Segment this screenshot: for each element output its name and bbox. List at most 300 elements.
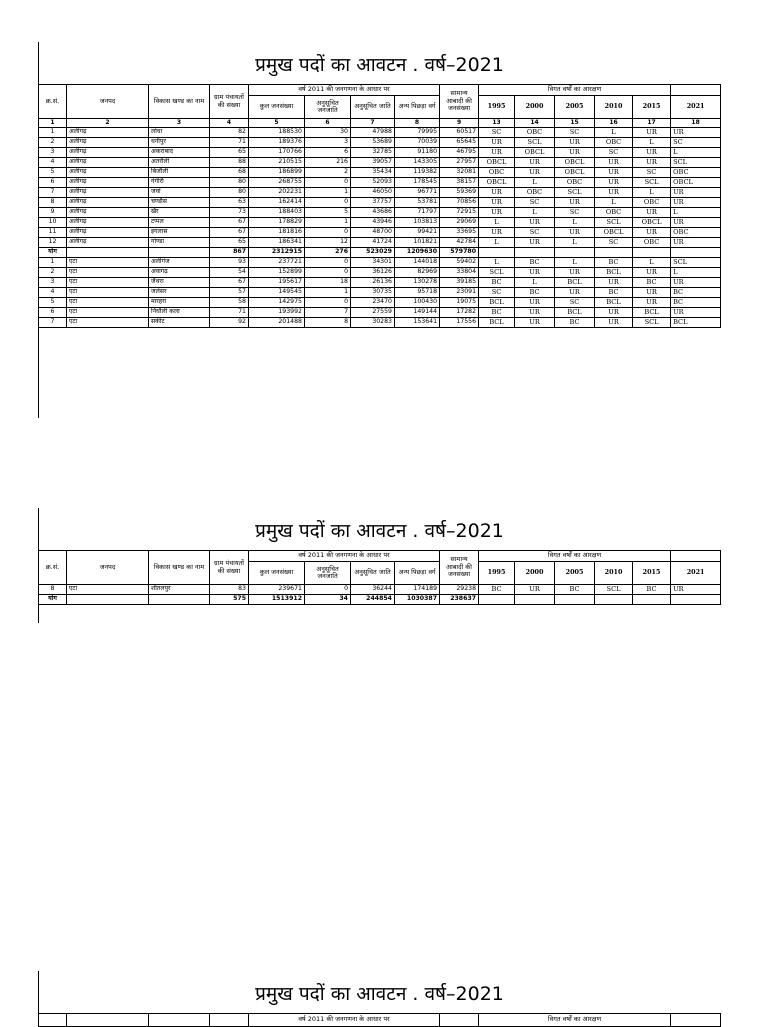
table-cell: UR bbox=[633, 288, 671, 298]
table-cell: OBC bbox=[633, 198, 671, 208]
table-cell: BCL bbox=[633, 308, 671, 318]
table-cell: 239671 bbox=[249, 585, 305, 595]
table-cell: अलीगढ़ bbox=[67, 148, 149, 158]
table-cell bbox=[479, 248, 515, 258]
table-cell: 144018 bbox=[395, 258, 440, 268]
header-block: विकास खण्ड का नाम bbox=[149, 551, 210, 585]
table-cell: 0 bbox=[305, 268, 351, 278]
table-row bbox=[39, 278, 721, 288]
table-cell bbox=[67, 248, 149, 258]
table-cell: 27559 bbox=[351, 308, 395, 318]
table-cell: 7 bbox=[39, 318, 67, 328]
table-cell: 59402 bbox=[440, 258, 479, 268]
table-cell: UR bbox=[671, 308, 721, 318]
table-cell: BC bbox=[595, 258, 633, 268]
table-cell: 82 bbox=[210, 128, 249, 138]
table-cell bbox=[671, 248, 721, 258]
table-cell: 1513912 bbox=[249, 595, 305, 605]
table-cell: BCL bbox=[595, 268, 633, 278]
column-number: 9 bbox=[440, 119, 479, 128]
table-cell: SCL bbox=[671, 158, 721, 168]
table-cell: UR bbox=[633, 228, 671, 238]
table-cell: 8 bbox=[39, 585, 67, 595]
table-cell: OBCL bbox=[633, 218, 671, 228]
table-cell: इगलास bbox=[149, 228, 210, 238]
table-cell: योग bbox=[39, 595, 67, 605]
table-cell: 579780 bbox=[440, 248, 479, 258]
table-cell: L bbox=[515, 178, 555, 188]
table-cell: 80 bbox=[210, 188, 249, 198]
table-cell: 80 bbox=[210, 178, 249, 188]
table-cell: BCL bbox=[555, 308, 595, 318]
table-header bbox=[39, 1014, 721, 1027]
table-cell: L bbox=[479, 258, 515, 268]
table-cell bbox=[555, 248, 595, 258]
table-cell: UR bbox=[515, 585, 555, 595]
table-cell: 38157 bbox=[440, 178, 479, 188]
table-cell: OBC bbox=[595, 138, 633, 148]
table-cell: 2 bbox=[305, 168, 351, 178]
header-district: जनपद bbox=[67, 551, 149, 585]
table-row bbox=[39, 188, 721, 198]
table-cell: गंगीरी bbox=[149, 178, 210, 188]
table-cell: 67 bbox=[210, 218, 249, 228]
header-census-group: वर्ष 2011 की जनगणना के आधार पर bbox=[249, 1014, 440, 1027]
table-cell: SC bbox=[515, 228, 555, 238]
table-cell bbox=[515, 595, 555, 605]
table-cell bbox=[67, 595, 149, 605]
total-row bbox=[39, 595, 721, 605]
header-sc: अनुसूचित जाति bbox=[351, 562, 395, 585]
header-census-group: वर्ष 2011 की जनगणना के आधार पर bbox=[249, 85, 440, 96]
header-panchayats bbox=[210, 1014, 249, 1027]
table-cell: UR bbox=[555, 268, 595, 278]
table-cell: 92 bbox=[210, 318, 249, 328]
header-year: 2005 bbox=[555, 562, 595, 585]
table-cell: 0 bbox=[305, 585, 351, 595]
table-cell: 149144 bbox=[395, 308, 440, 318]
table-cell: UR bbox=[555, 138, 595, 148]
table-cell: 68 bbox=[210, 168, 249, 178]
table-cell: 1 bbox=[305, 288, 351, 298]
table-row bbox=[39, 168, 721, 178]
table-cell: L bbox=[595, 198, 633, 208]
table-cell: 91180 bbox=[395, 148, 440, 158]
table-cell: 39185 bbox=[440, 278, 479, 288]
table-cell: 1 bbox=[39, 258, 67, 268]
table-cell: 5 bbox=[39, 298, 67, 308]
table-cell: BC bbox=[555, 318, 595, 328]
table-cell: OBCL bbox=[555, 158, 595, 168]
table-cell: एटा bbox=[67, 585, 149, 595]
header-reservation-group: विगत वर्षों का आरक्षण bbox=[479, 1014, 671, 1027]
table-cell: SC bbox=[479, 128, 515, 138]
table-cell: UR bbox=[479, 198, 515, 208]
table-cell: 88 bbox=[210, 158, 249, 168]
table-row bbox=[39, 138, 721, 148]
table-cell: 152899 bbox=[249, 268, 305, 278]
table-cell: 188403 bbox=[249, 208, 305, 218]
table-cell: 7 bbox=[39, 188, 67, 198]
table-cell: 101821 bbox=[395, 238, 440, 248]
table-cell: अतरौली bbox=[149, 158, 210, 168]
table-cell: L bbox=[633, 258, 671, 268]
table-cell bbox=[515, 248, 555, 258]
table-cell: 103813 bbox=[395, 218, 440, 228]
table-cell: 36244 bbox=[351, 585, 395, 595]
table-cell: 7 bbox=[305, 308, 351, 318]
header-year: 2000 bbox=[515, 562, 555, 585]
table-cell: L bbox=[633, 188, 671, 198]
table-cell: 2312915 bbox=[249, 248, 305, 258]
table-cell: अवागढ़ bbox=[149, 268, 210, 278]
table-cell: धनीपुर bbox=[149, 138, 210, 148]
table-cell: एटा bbox=[67, 278, 149, 288]
table-cell: SCL bbox=[595, 218, 633, 228]
total-row bbox=[39, 248, 721, 258]
table-header bbox=[39, 85, 721, 128]
allocation-table bbox=[38, 550, 721, 605]
header-panchayats: ग्राम पंचायतों की संख्या bbox=[210, 551, 249, 585]
table-cell: 5 bbox=[39, 168, 67, 178]
table-cell: 53781 bbox=[395, 198, 440, 208]
table-cell: SCL bbox=[595, 585, 633, 595]
table-cell: 12 bbox=[39, 238, 67, 248]
table-cell: 57 bbox=[210, 288, 249, 298]
header-block bbox=[149, 1014, 210, 1027]
table-cell: OBC bbox=[671, 168, 721, 178]
table-cell: 238637 bbox=[440, 595, 479, 605]
table-cell: 1 bbox=[305, 218, 351, 228]
table-cell: SC bbox=[555, 208, 595, 218]
table-cell: जलेसर bbox=[149, 288, 210, 298]
table-cell: 82969 bbox=[395, 268, 440, 278]
table-cell: 63 bbox=[210, 198, 249, 208]
table-cell: L bbox=[515, 278, 555, 288]
header-sc: अनुसूचित जाति bbox=[351, 96, 395, 119]
table-cell: SC bbox=[555, 298, 595, 308]
table-cell: SC bbox=[555, 128, 595, 138]
table-cell: अलीगढ़ bbox=[67, 208, 149, 218]
table-cell bbox=[149, 248, 210, 258]
page-3 bbox=[38, 971, 720, 1024]
table-cell: UR bbox=[671, 585, 721, 595]
table-cell: UR bbox=[515, 298, 555, 308]
header-total-pop: कुल जनसंख्या bbox=[249, 96, 305, 119]
header-obc: अन्य पिछड़ा वर्ग bbox=[395, 562, 440, 585]
table-cell: UR bbox=[515, 238, 555, 248]
table-cell: 70856 bbox=[440, 198, 479, 208]
table-cell: 0 bbox=[305, 178, 351, 188]
table-cell: 71 bbox=[210, 138, 249, 148]
column-number: 17 bbox=[633, 119, 671, 128]
table-row bbox=[39, 268, 721, 278]
header-sno bbox=[39, 1014, 67, 1027]
page-2 bbox=[38, 508, 720, 623]
table-cell bbox=[595, 595, 633, 605]
table-cell: 93 bbox=[210, 258, 249, 268]
table-row bbox=[39, 585, 721, 595]
header-year: 2010 bbox=[595, 96, 633, 119]
table-cell: अलीगढ़ bbox=[67, 128, 149, 138]
column-number: 5 bbox=[249, 119, 305, 128]
table-cell: 1030387 bbox=[395, 595, 440, 605]
table-cell: 6 bbox=[305, 148, 351, 158]
table-cell: UR bbox=[479, 188, 515, 198]
header-year: 2021 bbox=[671, 96, 721, 119]
table-cell: 72915 bbox=[440, 208, 479, 218]
table-row bbox=[39, 318, 721, 328]
header-general: सामान्य आबादी की जनसंख्या bbox=[440, 551, 479, 585]
table-cell: 46795 bbox=[440, 148, 479, 158]
table-cell: L bbox=[479, 238, 515, 248]
table-cell: OBCL bbox=[515, 148, 555, 158]
table-cell: OBCL bbox=[479, 158, 515, 168]
table-cell bbox=[633, 595, 671, 605]
table-cell: 3 bbox=[39, 148, 67, 158]
table-cell: OBC bbox=[595, 208, 633, 218]
table-cell: 33695 bbox=[440, 228, 479, 238]
table-cell: L bbox=[555, 218, 595, 228]
table-cell: 143305 bbox=[395, 158, 440, 168]
table-cell: UR bbox=[671, 128, 721, 138]
table-cell: UR bbox=[595, 308, 633, 318]
table-cell: 17282 bbox=[440, 308, 479, 318]
table-cell: मारहरा bbox=[149, 298, 210, 308]
table-cell: 33804 bbox=[440, 268, 479, 278]
column-number: 2 bbox=[67, 119, 149, 128]
table-cell: 174189 bbox=[395, 585, 440, 595]
header-district: जनपद bbox=[67, 85, 149, 119]
table-cell: 30 bbox=[305, 128, 351, 138]
table-cell: 34 bbox=[305, 595, 351, 605]
table-cell: 186899 bbox=[249, 168, 305, 178]
table-cell: खैर bbox=[149, 208, 210, 218]
table-cell: 189376 bbox=[249, 138, 305, 148]
header-year: 2021 bbox=[671, 562, 721, 585]
table-row bbox=[39, 258, 721, 268]
table-cell: 29238 bbox=[440, 585, 479, 595]
table-cell: 71 bbox=[210, 308, 249, 318]
table-cell: UR bbox=[555, 288, 595, 298]
table-cell: UR bbox=[671, 238, 721, 248]
header-year: 2015 bbox=[633, 96, 671, 119]
table-cell: 29069 bbox=[440, 218, 479, 228]
table-cell: जैथरा bbox=[149, 278, 210, 288]
table-cell: एटा bbox=[67, 298, 149, 308]
table-cell: OBCL bbox=[479, 178, 515, 188]
table-cell: 96771 bbox=[395, 188, 440, 198]
table-cell: 162414 bbox=[249, 198, 305, 208]
table-cell: UR bbox=[479, 208, 515, 218]
column-number: 3 bbox=[149, 119, 210, 128]
table-cell: 59369 bbox=[440, 188, 479, 198]
table-cell: 70039 bbox=[395, 138, 440, 148]
table-cell: 523029 bbox=[351, 248, 395, 258]
table-cell: 65645 bbox=[440, 138, 479, 148]
table-cell: 17556 bbox=[440, 318, 479, 328]
table-cell: BCL bbox=[595, 298, 633, 308]
table-cell: 2 bbox=[39, 268, 67, 278]
table-cell: UR bbox=[633, 298, 671, 308]
table-cell: अकराबाद bbox=[149, 148, 210, 158]
table-cell: 193992 bbox=[249, 308, 305, 318]
table-cell: 32081 bbox=[440, 168, 479, 178]
table-cell: अलीगढ़ bbox=[67, 188, 149, 198]
column-number: 13 bbox=[479, 119, 515, 128]
header-total-pop: कुल जनसंख्या bbox=[249, 562, 305, 585]
table-row bbox=[39, 288, 721, 298]
table-cell: BC bbox=[479, 308, 515, 318]
header-general bbox=[440, 1014, 479, 1027]
column-number: 6 bbox=[305, 119, 351, 128]
table-cell: 95718 bbox=[395, 288, 440, 298]
table-cell: BC bbox=[479, 278, 515, 288]
table-cell: UR bbox=[515, 308, 555, 318]
table-row bbox=[39, 298, 721, 308]
header-block: विकास खण्ड का नाम bbox=[149, 85, 210, 119]
table-cell: 79995 bbox=[395, 128, 440, 138]
table-row bbox=[39, 158, 721, 168]
table-cell: 42784 bbox=[440, 238, 479, 248]
table-cell: BCL bbox=[555, 278, 595, 288]
table-cell: 41724 bbox=[351, 238, 395, 248]
table-cell: BC bbox=[515, 258, 555, 268]
table-cell: L bbox=[595, 128, 633, 138]
table-cell: 23091 bbox=[440, 288, 479, 298]
table-cell: UR bbox=[633, 268, 671, 278]
column-number-row bbox=[39, 119, 721, 128]
table-cell: 188530 bbox=[249, 128, 305, 138]
table-row bbox=[39, 308, 721, 318]
table-cell: 0 bbox=[305, 228, 351, 238]
table-cell: 170766 bbox=[249, 148, 305, 158]
table-cell: UR bbox=[555, 228, 595, 238]
page-title: प्रमुख पदों का आवटन . वर्ष–2021 bbox=[39, 42, 720, 85]
allocation-table bbox=[38, 84, 721, 328]
table-cell: UR bbox=[633, 148, 671, 158]
table-cell: चण्डौस bbox=[149, 198, 210, 208]
header-year: 2000 bbox=[515, 96, 555, 119]
table-cell bbox=[671, 595, 721, 605]
table-cell: 67 bbox=[210, 278, 249, 288]
table-cell: 53689 bbox=[351, 138, 395, 148]
table-cell: अलीगढ़ bbox=[67, 138, 149, 148]
page-1 bbox=[38, 42, 720, 418]
table-cell: UR bbox=[595, 158, 633, 168]
table-cell: L bbox=[671, 148, 721, 158]
table-cell: 186341 bbox=[249, 238, 305, 248]
table-cell: BC bbox=[633, 585, 671, 595]
table-cell: 6 bbox=[39, 308, 67, 318]
header-reservation-group: विगत वर्षों का आरक्षण bbox=[479, 85, 671, 96]
table-body bbox=[39, 128, 721, 328]
table-row bbox=[39, 178, 721, 188]
table-cell: L bbox=[555, 238, 595, 248]
table-cell: 6 bbox=[39, 178, 67, 188]
table-cell: 153641 bbox=[395, 318, 440, 328]
table-cell: 1 bbox=[305, 188, 351, 198]
table-cell: 100430 bbox=[395, 298, 440, 308]
table-cell: UR bbox=[515, 318, 555, 328]
table-cell: 202231 bbox=[249, 188, 305, 198]
table-cell: अलीगढ़ bbox=[67, 178, 149, 188]
header-year: 1995 bbox=[479, 562, 515, 585]
table-cell: UR bbox=[671, 188, 721, 198]
column-number: 4 bbox=[210, 119, 249, 128]
table-cell: BC bbox=[479, 585, 515, 595]
table-cell: 73 bbox=[210, 208, 249, 218]
table-cell: SCL bbox=[671, 258, 721, 268]
table-cell: UR bbox=[479, 138, 515, 148]
table-row bbox=[39, 128, 721, 138]
table-cell: योग bbox=[39, 248, 67, 258]
table-cell: UR bbox=[555, 198, 595, 208]
table-cell: 216 bbox=[305, 158, 351, 168]
table-cell: UR bbox=[595, 168, 633, 178]
table-cell: 58 bbox=[210, 298, 249, 308]
table-cell: 142975 bbox=[249, 298, 305, 308]
table-cell: 83 bbox=[210, 585, 249, 595]
table-cell: 1 bbox=[39, 128, 67, 138]
table-cell: UR bbox=[595, 188, 633, 198]
header-general: सामान्य आबादी की जनसंख्या bbox=[440, 85, 479, 119]
table-cell: L bbox=[479, 218, 515, 228]
table-cell: अलीगढ़ bbox=[67, 238, 149, 248]
table-cell: अलीगढ़ bbox=[67, 168, 149, 178]
header-blank bbox=[671, 85, 721, 96]
table-cell: 23470 bbox=[351, 298, 395, 308]
table-cell: 3 bbox=[305, 138, 351, 148]
table-cell: BC bbox=[671, 298, 721, 308]
header-reservation-group: विगत वर्षों का आरक्षण bbox=[479, 551, 671, 562]
table-cell: UR bbox=[555, 148, 595, 158]
header-year: 1995 bbox=[479, 96, 515, 119]
table-cell bbox=[149, 595, 210, 605]
table-cell: 268755 bbox=[249, 178, 305, 188]
table-cell: 27957 bbox=[440, 158, 479, 168]
table-cell: OBCL bbox=[595, 228, 633, 238]
table-cell: एटा bbox=[67, 318, 149, 328]
header-panchayats: ग्राम पंचायतों की संख्या bbox=[210, 85, 249, 119]
table-cell: SC bbox=[479, 288, 515, 298]
table-cell: 48700 bbox=[351, 228, 395, 238]
table-cell: शीतलपुर bbox=[149, 585, 210, 595]
table-cell: 149545 bbox=[249, 288, 305, 298]
table-cell: 12 bbox=[305, 238, 351, 248]
table-cell: 65 bbox=[210, 238, 249, 248]
table-cell: 71797 bbox=[395, 208, 440, 218]
table-body bbox=[39, 585, 721, 605]
table-cell: 2 bbox=[39, 138, 67, 148]
table-cell: BC bbox=[595, 288, 633, 298]
table-cell: BCL bbox=[479, 318, 515, 328]
table-cell: 11 bbox=[39, 228, 67, 238]
table-cell: OBCL bbox=[671, 178, 721, 188]
table-cell: UR bbox=[515, 218, 555, 228]
header-sno: क्र.सं. bbox=[39, 551, 67, 585]
table-cell: 26136 bbox=[351, 278, 395, 288]
table-cell: 867 bbox=[210, 248, 249, 258]
header-census-group: वर्ष 2011 की जनगणना के आधार पर bbox=[249, 551, 440, 562]
table-cell: 43946 bbox=[351, 218, 395, 228]
table-cell: 8 bbox=[305, 318, 351, 328]
table-cell: 276 bbox=[305, 248, 351, 258]
table-cell: 1209630 bbox=[395, 248, 440, 258]
table-cell: 4 bbox=[39, 158, 67, 168]
table-row bbox=[39, 238, 721, 248]
allocation-table bbox=[38, 1013, 721, 1027]
